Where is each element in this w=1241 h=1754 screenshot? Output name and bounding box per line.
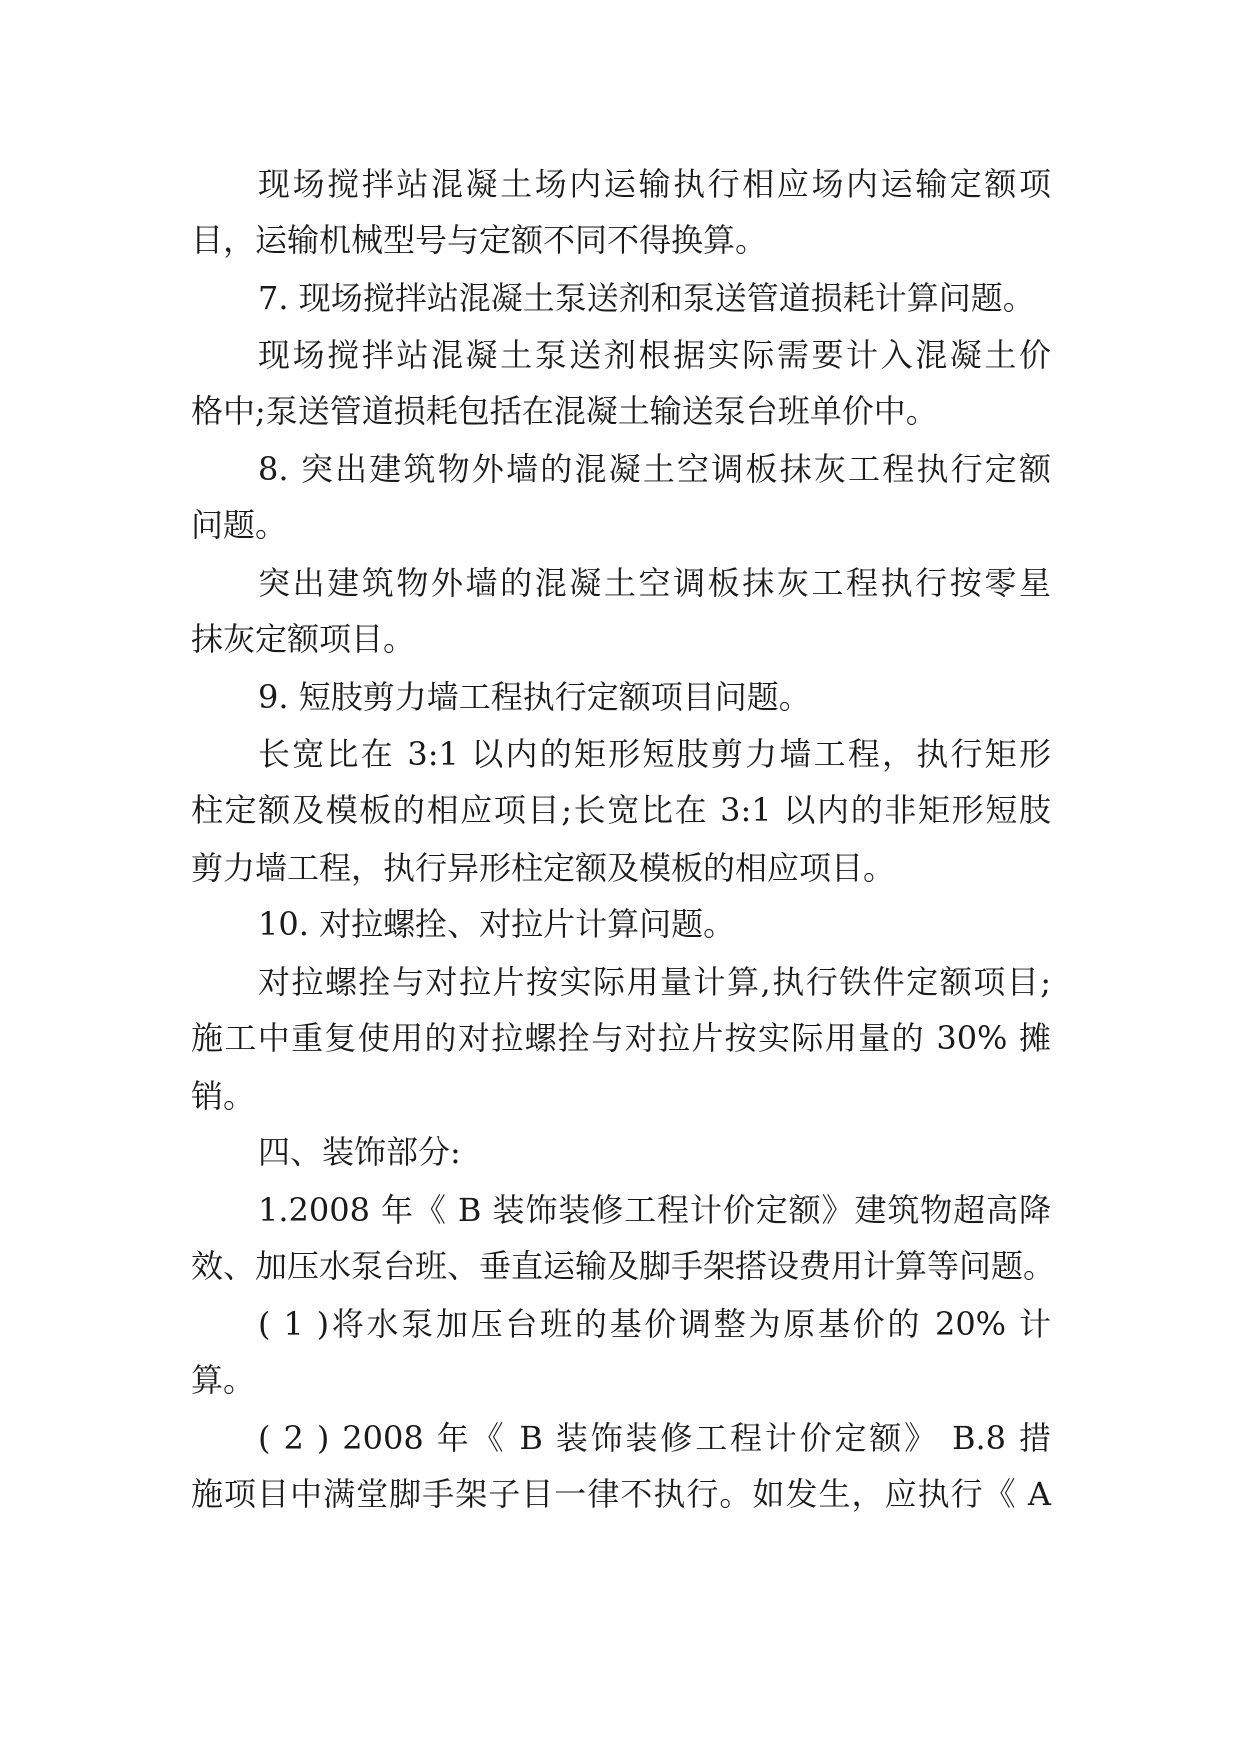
paragraph-line: 现场搅拌站混凝土场内运输执行相应场内运输定额项 <box>258 165 1051 203</box>
paragraph-line: 目，运输机械型号与定额不同不得换算。 <box>191 221 768 259</box>
paragraph-line: ( 2 ) 2008 年《 B 装饰装修工程计价定额》 B.8 措 <box>258 1419 1051 1457</box>
paragraph-line: 长宽比在 3:1 以内的矩形短肢剪力墙工程，执行矩形 <box>258 735 1051 773</box>
paragraph-line: 算。 <box>191 1361 256 1399</box>
paragraph-line: 施项目中满堂脚手架子目一律不执行。如发生，应执行《 A <box>191 1475 1051 1513</box>
paragraph-line: 问题。 <box>191 506 288 544</box>
paragraph-line: 柱定额及模板的相应项目;长宽比在 3:1 以内的非矩形短肢 <box>191 791 1051 829</box>
section-heading: 四、装饰部分: <box>258 1133 461 1171</box>
paragraph-line: 效、加压水泵台班、垂直运输及脚手架搭设费用计算等问题。 <box>191 1247 1056 1285</box>
paragraph-line: 现场搅拌站混凝土泵送剂根据实际需要计入混凝土价 <box>258 336 1051 374</box>
paragraph-line: 9. 短肢剪力墙工程执行定额项目问题。 <box>258 678 811 716</box>
paragraph-line: 施工中重复使用的对拉螺拴与对拉片按实际用量的 30% 摊 <box>191 1019 1051 1057</box>
paragraph-line: 10. 对拉螺拴、对拉片计算问题。 <box>258 905 736 943</box>
paragraph-line: 剪力墙工程，执行异形柱定额及模板的相应项目。 <box>191 849 896 887</box>
paragraph-line: 8. 突出建筑物外墙的混凝土空调板抹灰工程执行定额 <box>258 450 1051 488</box>
paragraph-line: 7. 现场搅拌站混凝土泵送剂和泵送管道损耗计算问题。 <box>258 279 1035 317</box>
paragraph-line: 抹灰定额项目。 <box>191 620 416 658</box>
paragraph-line: 销。 <box>191 1077 256 1115</box>
paragraph-line: 对拉螺拴与对拉片按实际用量计算,执行铁件定额项目; <box>258 963 1051 1001</box>
paragraph-line: 突出建筑物外墙的混凝土空调板抹灰工程执行按零星 <box>258 564 1051 602</box>
paragraph-line: 格中;泵送管道损耗包括在混凝土输送泵台班单价中。 <box>191 392 938 430</box>
paragraph-line: 1.2008 年《 B 装饰装修工程计价定额》建筑物超高降 <box>258 1191 1051 1229</box>
paragraph-line: ( 1 )将水泵加压台班的基价调整为原基价的 20% 计 <box>258 1305 1051 1343</box>
